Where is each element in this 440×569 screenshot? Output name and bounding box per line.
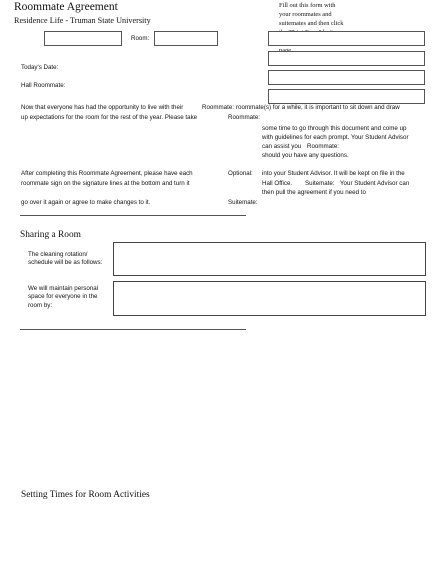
residence-hall-field[interactable] <box>44 31 122 46</box>
paragraph-line: roommate(s) for a while, it is important to sit down and draw <box>236 104 400 111</box>
optional-label: Optional: <box>228 170 253 177</box>
page-title: Roommate Agreement <box>14 1 118 13</box>
room-field[interactable] <box>154 31 218 46</box>
divider <box>20 215 246 216</box>
paragraph-line: Now that everyone has had the opportunity to live with their <box>21 104 184 111</box>
paragraph-line: roommate sign on the signature lines at the bottom and turn it <box>21 180 190 187</box>
instructions-line: Fill out this form with <box>279 2 336 9</box>
roommate-name-field-2[interactable] <box>268 51 425 66</box>
todays-date-label: Today's Date: <box>21 64 59 71</box>
paragraph-line: should you have any questions. <box>262 152 349 159</box>
instructions-line: your roommates and <box>279 11 332 18</box>
room-label: Room: <box>131 35 150 42</box>
roommate-name-field-4[interactable] <box>268 89 425 104</box>
personal-space-label: We will maintain personal space for everyone in the room by: <box>28 285 99 309</box>
paragraph-line: After completing this Roommate Agreement, please have each <box>21 170 193 177</box>
paragraph-line: with guidelines for each prompt. Your Student Advisor <box>262 134 409 141</box>
suitemate-label: Suitemate: <box>305 180 335 187</box>
paragraph-line: Your Student Advisor can <box>340 180 410 187</box>
divider <box>20 329 246 330</box>
paragraph-line: into your Student Advisor. It will be kept on file in the <box>262 170 405 177</box>
paragraph-line: can assist you <box>262 143 302 150</box>
hall-roommate-label: Hall Roommate: <box>21 82 66 89</box>
cleaning-rotation-label: The cleaning rotation/ schedule will be as follows: <box>28 251 103 267</box>
section-heading-sharing: Sharing a Room <box>20 230 81 240</box>
roommate-name-field-1[interactable] <box>268 31 425 46</box>
roommate-label-2: Roommate: <box>228 114 260 121</box>
paragraph-line: then pull the agreement if you need to <box>262 189 366 196</box>
section-heading-times: Setting Times for Room Activities <box>21 490 150 500</box>
suitemate-label-2: Suitemate: <box>228 199 258 206</box>
page-subtitle: Residence Life - Truman State University <box>14 16 151 25</box>
paragraph-line: Hall Office. <box>262 180 293 187</box>
cleaning-rotation-field[interactable] <box>113 242 426 276</box>
paragraph-line: some time to go through this document and come up <box>262 125 407 132</box>
instructions <box>279 1 343 55</box>
roommate-name-field-3[interactable] <box>268 70 425 85</box>
paragraph-line: up expectations for the room for the rest of the year. Please take <box>21 114 198 121</box>
roommate-label: Roommate: <box>202 104 234 111</box>
instructions-line: suitemates and then click <box>279 20 344 27</box>
roommate-label-3: Roommate: <box>307 143 339 150</box>
paragraph-line: go over it again or agree to make changes to it. <box>21 199 151 206</box>
personal-space-field[interactable] <box>113 281 426 316</box>
